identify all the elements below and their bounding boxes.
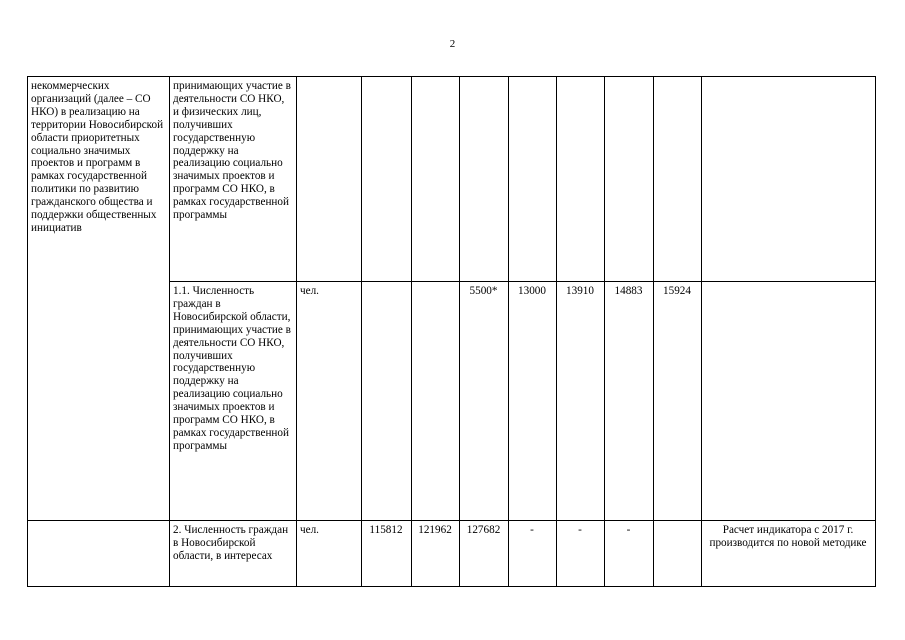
unit-cell: чел. bbox=[297, 282, 362, 521]
page-number: 2 bbox=[449, 38, 456, 50]
value-cell: 115812 bbox=[362, 521, 412, 587]
goal-description-cell: некоммерческих организаций (далее – СО НКО) в реализацию на территории Новосибирской области приоритетных социально значимых проектов и программ в рамках государственной политики по развитию гражданского общества и поддержки общественных инициатив bbox=[28, 77, 170, 521]
value-cell: 14883 bbox=[605, 282, 654, 521]
value-cell bbox=[509, 77, 557, 282]
value-cell: - bbox=[557, 521, 605, 587]
table-row bbox=[28, 521, 876, 587]
value-cell bbox=[605, 77, 654, 282]
value-cell bbox=[412, 282, 460, 521]
value-cell bbox=[460, 77, 509, 282]
value-cell: 121962 bbox=[412, 521, 460, 587]
value-cell: 13910 bbox=[557, 282, 605, 521]
value-cell: 15924 bbox=[654, 282, 702, 521]
value-cell bbox=[557, 77, 605, 282]
goal-description-cell bbox=[28, 521, 170, 587]
value-cell: - bbox=[605, 521, 654, 587]
value-cell: - bbox=[509, 521, 557, 587]
indicator-cell: 1.1. Численность граждан в Новосибирской области, принимающих участие в деятельности СО НКО, получивших государственную поддержку на реализацию социально значимых проектов и программ СО НКО, в рамках государственной программы bbox=[170, 282, 297, 521]
unit-cell: чел. bbox=[297, 521, 362, 587]
unit-cell bbox=[297, 77, 362, 282]
note-cell: Расчет индикатора с 2017 г. производится по новой методике bbox=[702, 521, 876, 587]
value-cell: 5500* bbox=[460, 282, 509, 521]
value-cell: 13000 bbox=[509, 282, 557, 521]
value-cell bbox=[654, 77, 702, 282]
note-cell bbox=[702, 77, 876, 282]
value-cell bbox=[654, 521, 702, 587]
value-cell bbox=[412, 77, 460, 282]
value-cell: 127682 bbox=[460, 521, 509, 587]
note-cell bbox=[702, 282, 876, 521]
indicators-table bbox=[27, 76, 876, 587]
value-cell bbox=[362, 77, 412, 282]
value-cell bbox=[362, 282, 412, 521]
indicator-cell: принимающих участие в деятельности СО НКО, и физических лиц, получивших государственную поддержку на реализацию социально значимых проектов и программ СО НКО, в рамках государственной программы bbox=[170, 77, 297, 282]
table-row bbox=[28, 77, 876, 282]
indicator-cell: 2. Численность граждан в Новосибирской области, в интересах bbox=[170, 521, 297, 587]
